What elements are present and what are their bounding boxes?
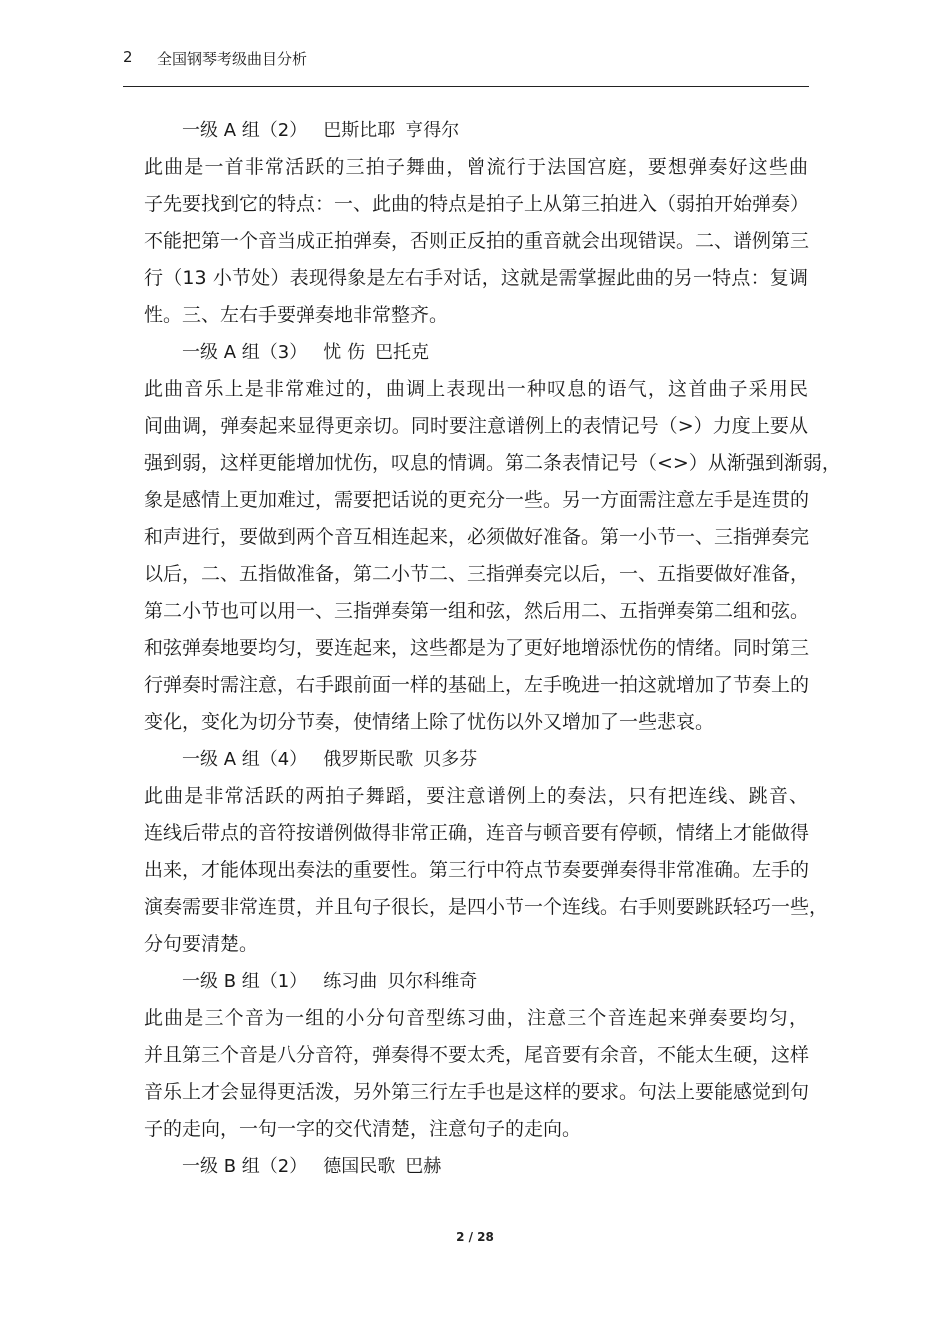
header-page-number: 2 <box>123 48 133 66</box>
paragraph-line: 此曲音乐上是非常难过的，曲调上表现出一种叹息的语气，这首曲子采用民 <box>144 378 808 400</box>
piece-title: 俄罗斯民歌 <box>323 749 414 770</box>
group-label: 一级 A 组（3） <box>182 342 308 363</box>
paragraph-line: 行（13 小节处）表现得象是左右手对话，这就是需掌握此曲的另一特点：复调 <box>144 267 808 289</box>
composer-name: 巴托克 <box>374 342 429 363</box>
group-label: 一级 B 组（2） <box>182 1156 308 1177</box>
group-label: 一级 B 组（1） <box>182 971 308 992</box>
composer-name: 亨得尔 <box>405 120 460 141</box>
paragraph-line: 出来，才能体现出奏法的重要性。第三行中符点节奏要弹奏得非常准确。左手的 <box>144 859 810 881</box>
paragraph-line: 此曲是一首非常活跃的三拍子舞曲，曾流行于法国宫庭，要想弹奏好这些曲 <box>144 156 808 178</box>
section-heading <box>144 963 808 1000</box>
page-indicator: 2 / 28 <box>456 1230 494 1244</box>
piece-title: 巴斯比耶 <box>323 120 396 141</box>
section-heading <box>144 112 808 149</box>
section-heading <box>144 741 808 778</box>
paragraph-line: 和弦弹奏地要均匀，要连起来，这些都是为了更好地增添忧伤的情绪。同时第三 <box>144 637 810 659</box>
paragraph-line: 第二小节也可以用一、三指弹奏第一组和弦，然后用二、五指弹奏第二组和弦。 <box>144 600 810 622</box>
piece-title: 忧 伤 <box>323 342 365 363</box>
section-heading <box>144 1148 808 1185</box>
group-label: 一级 A 组（2） <box>182 120 308 141</box>
piece-title: 练习曲 <box>323 971 378 992</box>
paragraph-line: 和声进行，要做到两个音互相连起来，必须做好准备。第一小节一、三指弹奏完 <box>144 526 810 548</box>
paragraph-line: 象是感情上更加难过，需要把话说的更充分一些。另一方面需注意左手是连贯的 <box>144 489 810 511</box>
page-header <box>123 42 809 87</box>
composer-name: 巴赫 <box>405 1156 442 1177</box>
piece-title: 德国民歌 <box>323 1156 396 1177</box>
composer-name: 贝多芬 <box>423 749 478 770</box>
paragraph-line: 连线后带点的音符按谱例做得非常正确，连音与顿音要有停顿，情绪上才能做得 <box>144 822 810 844</box>
paragraph-line: 音乐上才会显得更活泼，另外第三行左手也是这样的要求。句法上要能感觉到句 <box>144 1081 810 1103</box>
paragraph-line: 子的走向，一句一字的交代清楚，注意句子的走向。 <box>144 1118 582 1140</box>
paragraph-line: 此曲是非常活跃的两拍子舞蹈，要注意谱例上的奏法，只有把连线、跳音、 <box>144 785 808 807</box>
paragraph-line: 演奏需要非常连贯，并且句子很长，是四小节一个连线。右手则要跳跃轻巧一些， <box>144 896 829 918</box>
paragraph-line: 并且第三个音是八分音符，弹奏得不要太秃，尾音要有余音，不能太生硬，这样 <box>144 1044 810 1066</box>
composer-name: 贝尔科维奇 <box>387 971 478 992</box>
paragraph-line: 变化，变化为切分节奏，使情绪上除了忧伤以外又增加了一些悲哀。 <box>144 711 715 733</box>
group-label: 一级 A 组（4） <box>182 749 308 770</box>
document-body <box>144 112 841 1185</box>
header-title: 全国钢琴考级曲目分析 <box>157 50 308 68</box>
paragraph-line: 不能把第一个音当成正拍弹奏，否则正反拍的重音就会出现错误。二、谱例第三 <box>144 230 810 252</box>
paragraph-line: 子先要找到它的特点：一、此曲的特点是拍子上从第三拍进入（弱拍开始弹奏） <box>144 193 810 215</box>
paragraph-line: 性。三、左右手要弹奏地非常整齐。 <box>144 304 449 326</box>
paragraph-line: 此曲是三个音为一组的小分句音型练习曲，注意三个音连起来弹奏要均匀， <box>144 1007 808 1029</box>
paragraph-line: 以后，二、五指做准备，第二小节二、三指弹奏完以后，一、五指要做好准备， <box>144 563 810 585</box>
paragraph-line: 分句要清楚。 <box>144 933 259 955</box>
section-heading <box>144 334 808 371</box>
paragraph-line: 强到弱，这样更能增加忧伤，叹息的情调。第二条表情记号（<>）从渐强到渐弱， <box>144 452 841 474</box>
paragraph-line: 间曲调，弹奏起来显得更亲切。同时要注意谱例上的表情记号（>）力度上要从 <box>144 415 808 437</box>
paragraph-line: 行弹奏时需注意，右手跟前面一样的基础上，左手晚进一拍这就增加了节奏上的 <box>144 674 810 696</box>
